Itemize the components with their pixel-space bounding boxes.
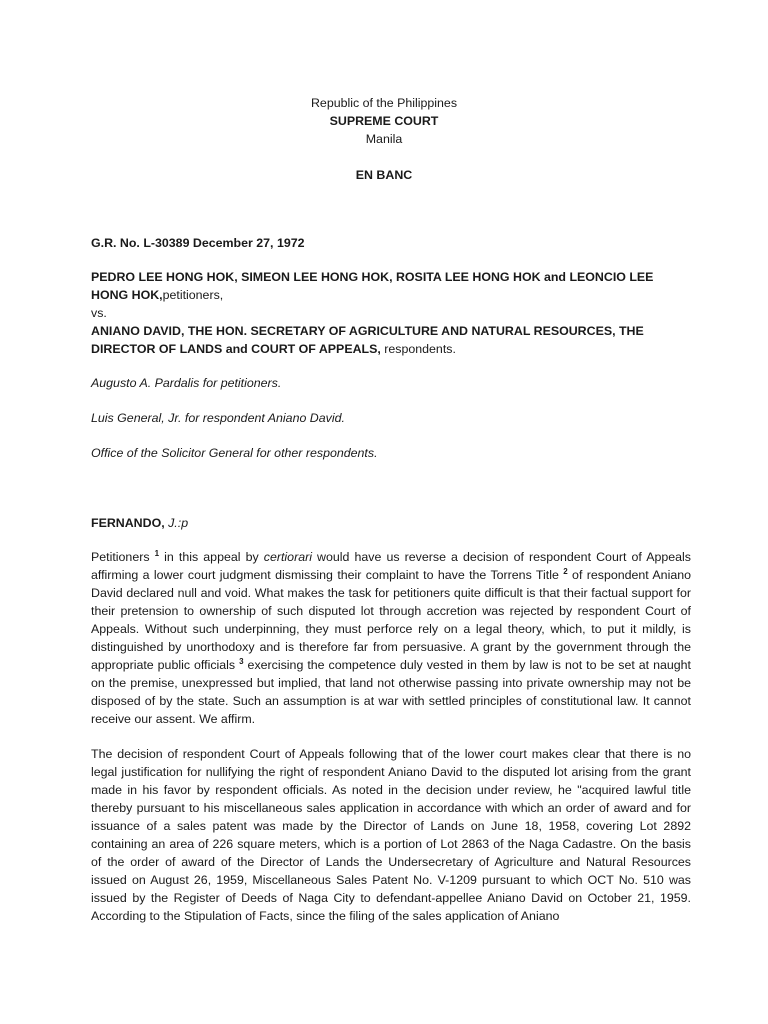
paragraph-2: The decision of respondent Court of Appeals following that of the lower court makes clear that there is no legal justification for nullifying the right of respondent Aniano David to the disputed lot arising from the grant made in his favor by respondent officials. As noted in the decision under review, he "acquired lawful title thereby pursuant to his miscellaneous sales application in accordance with which an order of award and for issuance of a sales patent was made by the Director of Lands on June 18, 1958, covering Lot 2892 containing an area of 226 square meters, which is a portion of Lot 2863 of the Naga Cadastre. On the basis of the order of award of the Director of Lands the Undersecretary of Agriculture and Natural Resources issued on August 26, 1959, Miscellaneous Sales Patent No. V-1209 pursuant to which OCT No. 510 was issued by the Register of Deeds of Naga City to defendant-appellee Aniano David on October 21, 1959. According to the Stipulation of Facts, since the filing of the sales application of Aniano	[91, 747, 691, 923]
para1-text-5: exercising the competence duly vested in them by law is not to be set at naught on the premise, unexpressed but implied, that land not otherwise passing into private ownership may not be disposed of by the state. Such an assumption is at war with settled principles of constitutional law. It cannot receive our assent. We affirm.	[91, 658, 691, 726]
respondents-names: ANIANO DAVID, THE HON. SECRETARY OF AGRICULTURE AND NATURAL RESOURCES, THE DIRECTOR OF LANDS and COURT OF APPEALS,	[91, 324, 644, 356]
ponente	[91, 514, 691, 532]
petitioners-block	[91, 268, 671, 304]
counsel-others: Office of the Solicitor General for other respondents.	[91, 446, 378, 460]
respondents-role: respondents.	[380, 342, 456, 356]
footnote-ref-2[interactable]: 2	[563, 567, 568, 576]
ponente-title: J.:	[164, 516, 182, 530]
footnote-ref-1[interactable]: 1	[154, 549, 160, 558]
counsel-respondent: Luis General, Jr. for respondent Aniano David.	[91, 411, 345, 425]
para1-italic-certiorari: certiorari	[263, 550, 312, 564]
para1-text-1: Petitioners	[91, 550, 155, 564]
paragraph-1	[91, 548, 691, 728]
gr-number	[91, 234, 691, 252]
republic-line: Republic of the Philippines	[310, 96, 458, 110]
division-label: EN BANC	[355, 168, 413, 182]
versus-label: vs.	[91, 306, 107, 320]
counsel-petitioners: Augusto A. Pardalis for petitioners.	[91, 376, 282, 390]
case-parties	[91, 268, 671, 358]
ponente-name: FERNANDO,	[91, 516, 165, 530]
petitioners-names: PEDRO LEE HONG HOK, SIMEON LEE HONG HOK, ROSITA LEE HONG HOK and LEONCIO LEE HONG HOK,	[91, 270, 654, 302]
petitioners-role: petitioners,	[162, 288, 224, 302]
para1-text-2: in this appeal by	[159, 550, 264, 564]
court-city: Manila	[365, 132, 403, 146]
para1-text-4: of respondent Aniano David declared null and void. What makes the task for petitioners quite difficult is that their factual support for their pretension to ownership of such disputed lot through accretion was rejected by respondent Court of Appeals. Without such underpinning, they must perforce rely on a legal theory, which, to put it mildly, is distinguished by unorthodoxy and is therefore far from persuasive. A grant by the government through the appropriate public officials	[91, 568, 692, 672]
para1-text-3: would have us reverse a decision of respondent Court of Appeals affirming a lower court judgment dismissing their complaint to have the Torrens Title	[91, 550, 692, 582]
respondents-block	[91, 322, 671, 358]
gr-line: G.R. No. L-30389 December 27, 1972	[91, 236, 305, 250]
ponente-suffix: p	[181, 516, 189, 530]
court-header	[0, 94, 768, 184]
court-name: SUPREME COURT	[329, 114, 439, 128]
footnote-ref-3[interactable]: 3	[239, 657, 244, 666]
